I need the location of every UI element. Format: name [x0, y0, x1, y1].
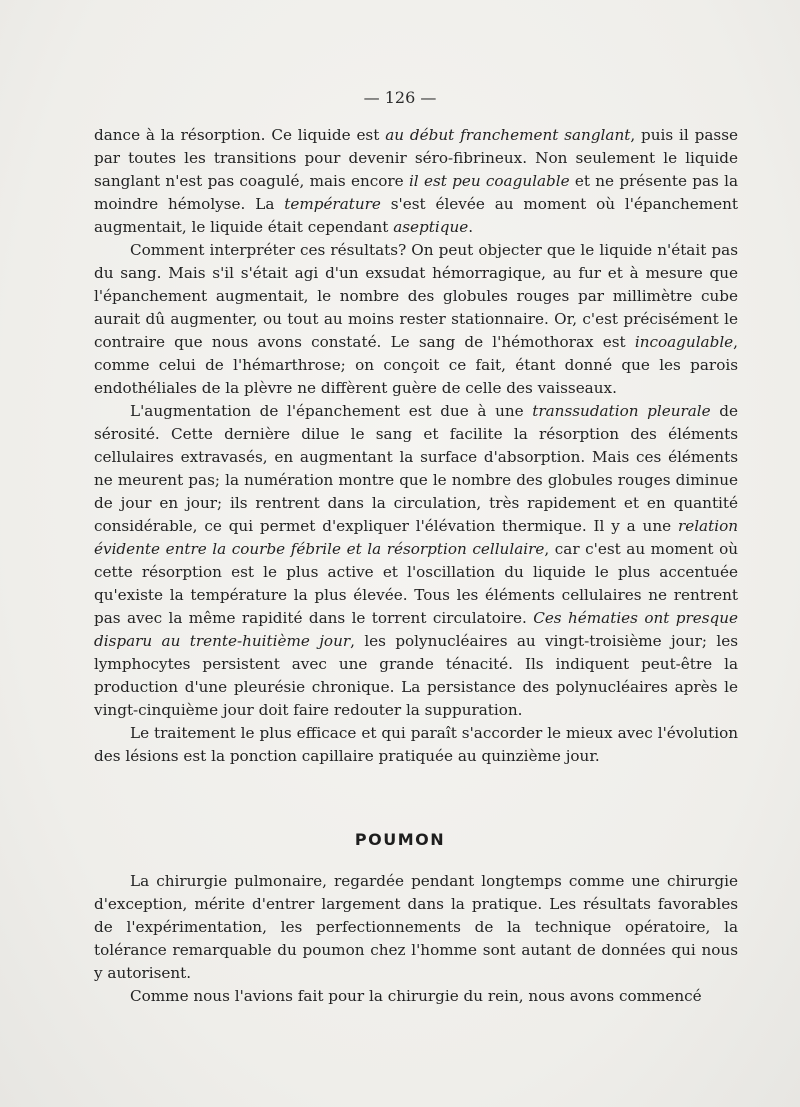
italic-text: au début franchement sanglant: [385, 126, 631, 144]
text-segment: , les polynucléaires au vingt-troisième jour; les lymphocytes persistent avec une grande ténacité. Ils indiquent peut-être la production d'une pleurésie chronique. La persistance des polynucléaires après le vingt-cinquième jour doit faire redouter la suppuration.: [94, 632, 738, 719]
page-number: — 126 —: [363, 88, 437, 107]
italic-text: transsudation pleurale: [532, 402, 711, 420]
text-segment: Comme nous l'avions fait pour la chirurgie du rein, nous avons commencé: [130, 987, 702, 1005]
text-segment: .: [468, 218, 474, 236]
italic-text: incoagulable: [634, 333, 734, 351]
text-segment: s'est élevée au moment où l'épanchement augmentait, le liquide était cependant: [94, 195, 738, 236]
text-segment: et ne présente pas la moindre hémolyse. La: [94, 172, 738, 213]
italic-text: Ces hématies ont presque disparu au trente-huitième jour: [94, 609, 738, 650]
italic-text: température: [284, 195, 381, 213]
text-segment: L'augmentation de l'épanchement est due à une: [130, 402, 533, 420]
paragraph: [94, 870, 738, 985]
italic-text: il est peu coagulable: [408, 172, 570, 190]
text-segment: Comment interpréter ces résultats? On peut objecter que le liquide n'était pas du sang. Mais s'il s'était agi d'un exsudat hémorragique, au fur et à mesure que l'épanchement augmentait, le nombre des globules rouges par millimètre cube aurait dû augmenter, ou tout au moins rester stationnaire. Or, c'est précisément le contraire que nous avons constaté. Le sang de l'hémothorax est: [94, 241, 738, 351]
text-segment: de sérosité. Cette dernière dilue le sang et facilite la résorption des éléments cellulaires extravasés, en augmentant la surface d'absorption. Mais ces éléments ne meurent pas; la numération montre que le nombre des globules rouges diminue de jour en jour; ils rentrent dans la circulation, très rapidement et en quantité considérable, ce qui permet d'expliquer l'élévation thermique. Il y a une: [94, 402, 738, 535]
italic-text: relation évidente entre la courbe fébrile et la résorption cellulaire: [94, 517, 738, 558]
italic-text: aseptique: [393, 218, 469, 236]
paragraph: [94, 239, 738, 400]
section-title: POUMON: [354, 830, 446, 849]
paragraph: [94, 400, 738, 722]
text-segment: dance à la résorption. Ce liquide est: [94, 126, 386, 144]
text-segment: La chirurgie pulmonaire, regardée pendant longtemps comme une chirurgie d'exception, mérite d'entrer largement dans la pratique. Les résultats favorables de l'expérimentation, les perfectionnements de la technique opératoire, la tolérance remarquable du poumon chez l'homme sont autant de données qui nous y autorisent.: [94, 872, 738, 982]
body-text-bottom: [94, 870, 738, 1008]
text-segment: Le traitement le plus efficace et qui paraît s'accorder le mieux avec l'évolution des lésions est la ponction capillaire pratiquée au quinzième jour.: [94, 724, 738, 765]
paragraph: [94, 722, 738, 768]
paragraph: [94, 124, 738, 239]
text-segment: , comme celui de l'hémarthrose; on conçoit ce fait, étant donné que les parois endothéliales de la plèvre ne diffèrent guère de celle des vaisseaux.: [94, 333, 738, 397]
text-segment: , car c'est au moment où cette résorption est le plus active et l'oscillation du liquide le plus accentuée qu'existe la température la plus élevée. Tous les éléments cellulaires ne rentrent pas avec la même rapidité dans le torrent circulatoire.: [94, 540, 739, 627]
body-text-top: [94, 124, 738, 768]
paragraph: [94, 985, 738, 1008]
text-segment: , puis il passe par toutes les transitions pour devenir séro-fibrineux. Non seulement le liquide sanglant n'est pas coagulé, mais encore: [94, 126, 738, 190]
